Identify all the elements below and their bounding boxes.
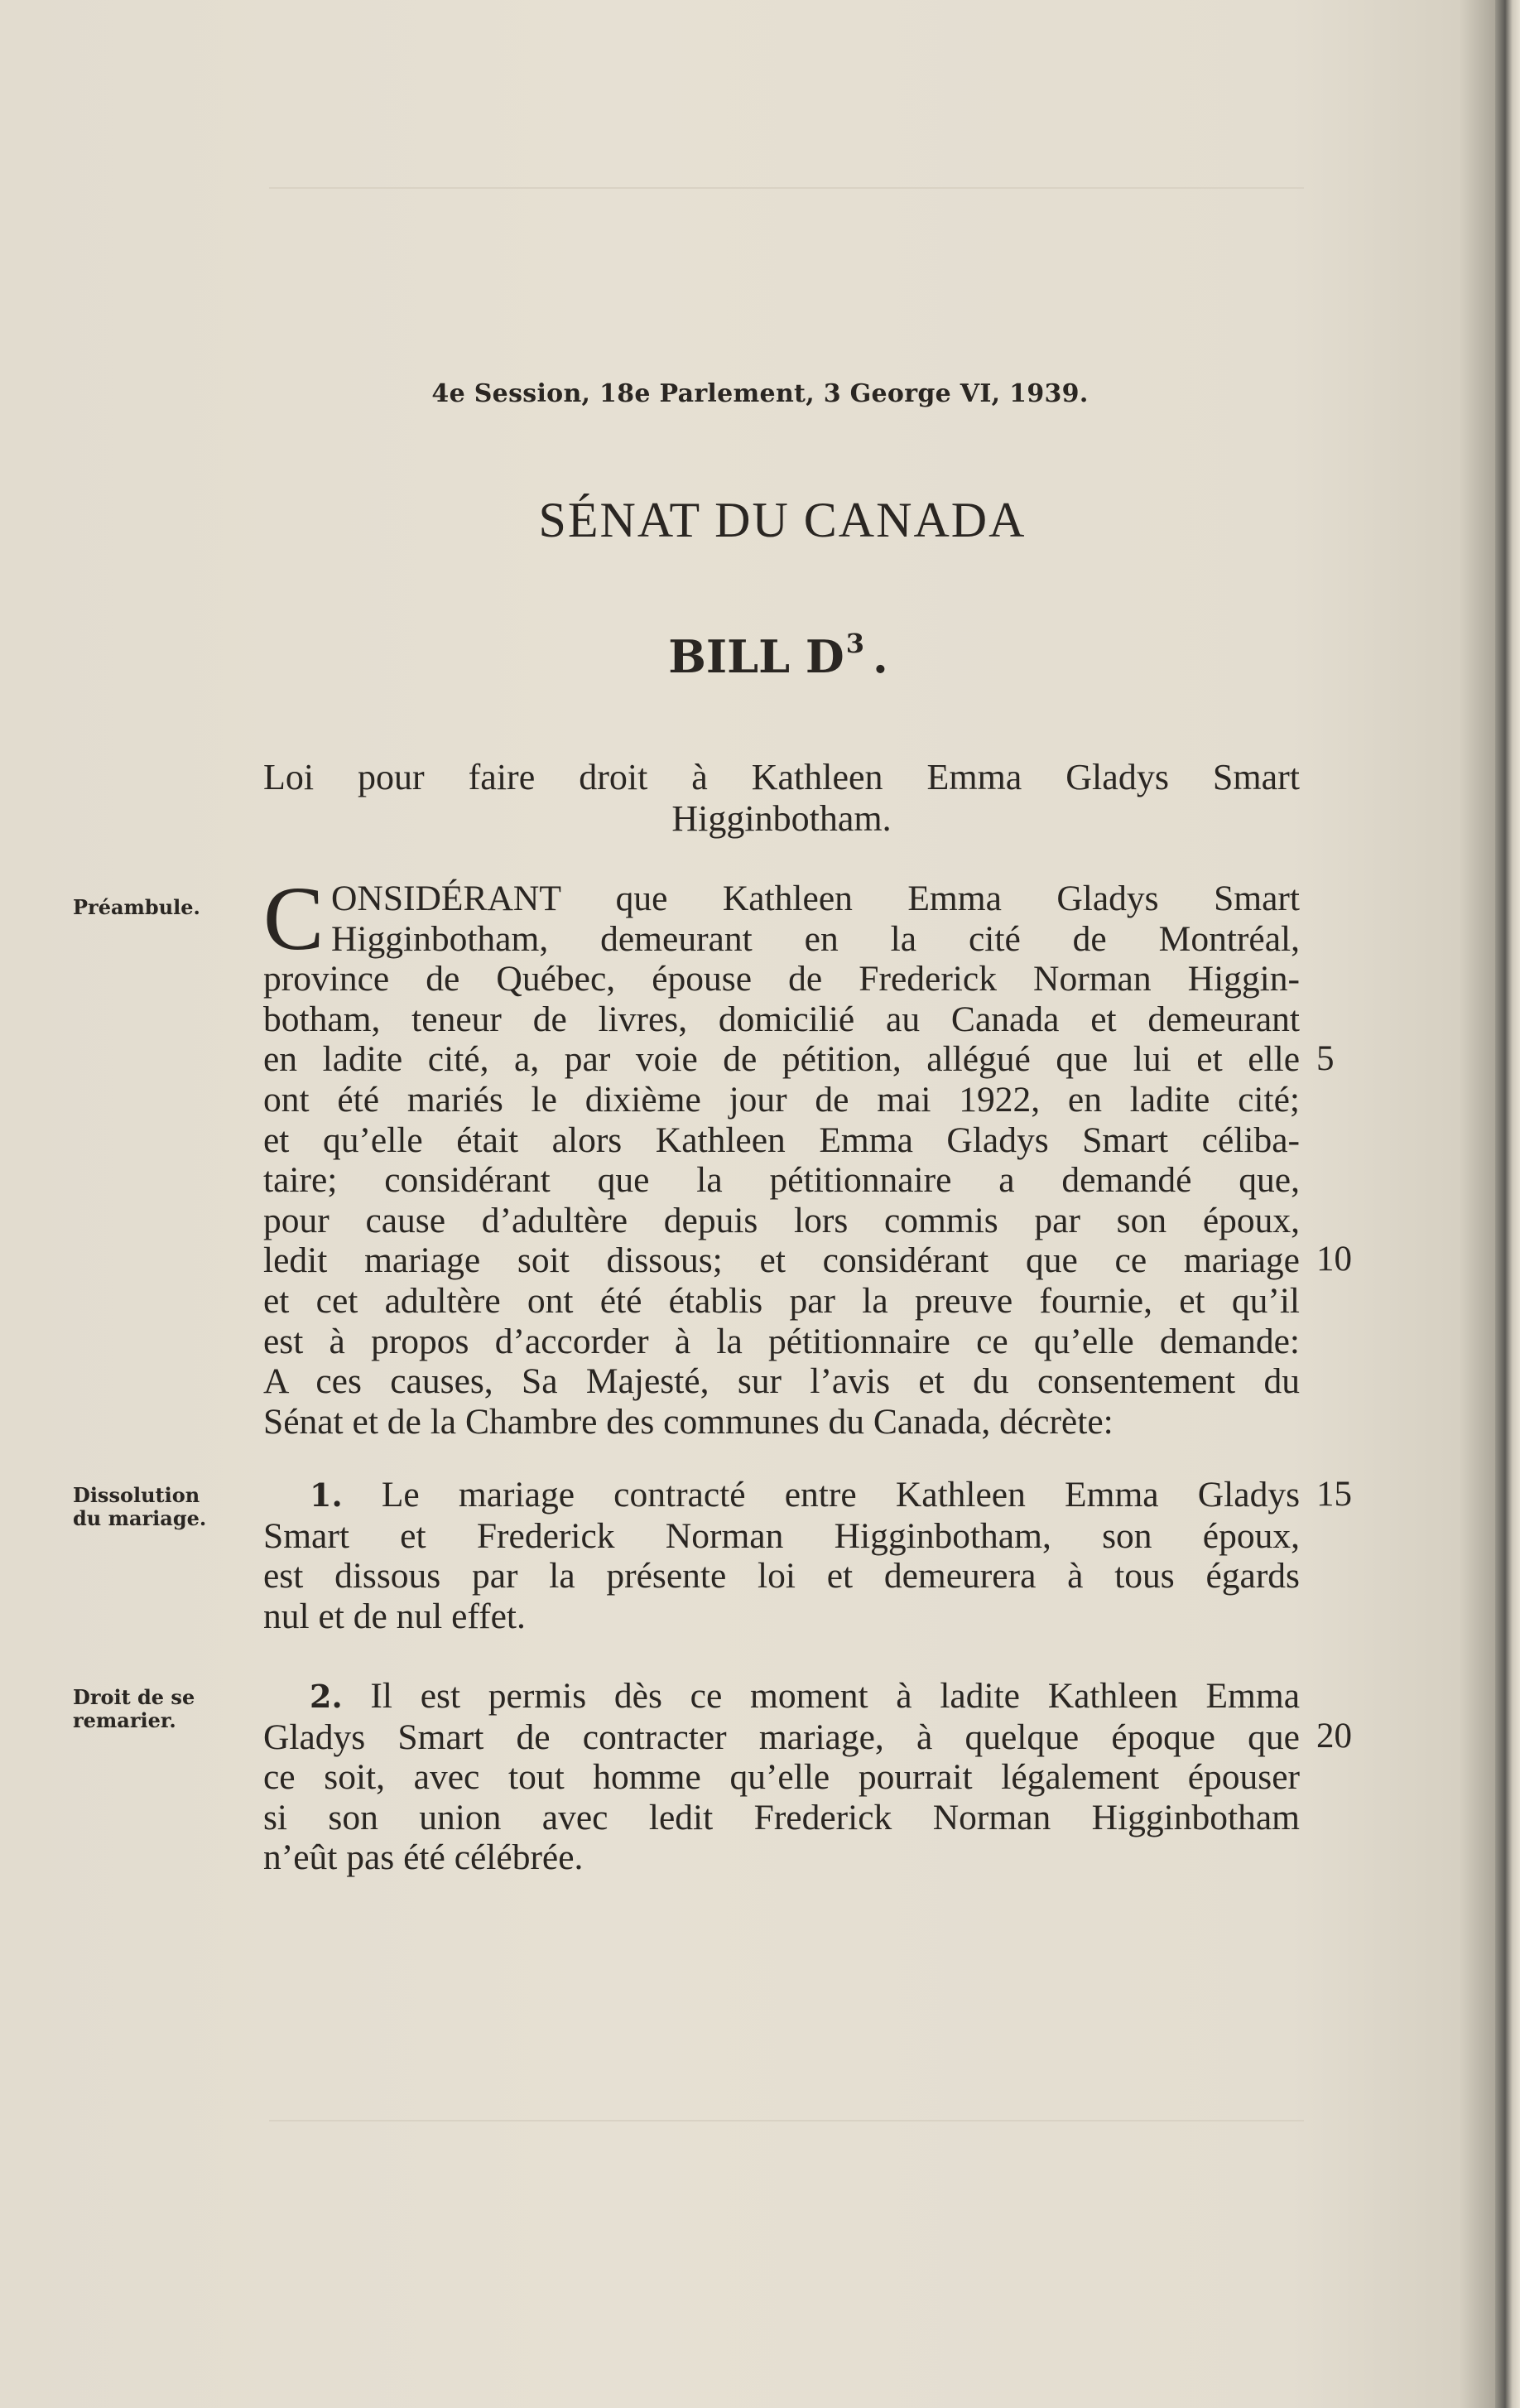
section-number: 1. xyxy=(310,1476,343,1514)
preamble-line: Higginbotham, demeurant en la cité de Montréal, xyxy=(331,918,1300,959)
bleed-through-rule-bottom xyxy=(269,2120,1304,2121)
line-number: 20 xyxy=(1316,1717,1352,1755)
margin-note-dissolution xyxy=(73,1484,247,1530)
bill-label: BILL D xyxy=(668,630,844,683)
section-line-text: Il est permis dès ce moment à ladite Kathleen Emma xyxy=(370,1676,1300,1716)
section-line xyxy=(263,1676,1300,1717)
margin-note-remarriage xyxy=(73,1686,247,1732)
line-number: 5 xyxy=(1316,1039,1335,1078)
section-2-text xyxy=(263,1676,1300,1878)
long-title-line-1: Loi pour faire droit à Kathleen Emma Gladys Smart xyxy=(263,757,1300,797)
session-header: 4e Session, 18e Parlement, 3 George VI, 1939. xyxy=(431,379,1089,408)
section-line: est dissous par la présente loi et demeurera à tous égards xyxy=(263,1556,1300,1597)
preamble-line: pour cause d’adultère depuis lors commis par son époux, xyxy=(263,1200,1300,1240)
section-line-text: Le mariage contracté entre Kathleen Emma Gladys xyxy=(381,1475,1301,1515)
page-binding-edge xyxy=(1495,0,1520,2408)
preamble-line: taire; considérant que la pétitionnaire a demandé que, xyxy=(263,1160,1300,1201)
line-number: 10 xyxy=(1316,1240,1352,1279)
preamble-line: en ladite cité, a, par voie de pétition, allégué que lui et elle xyxy=(263,1039,1300,1080)
section-line xyxy=(263,1475,1300,1516)
margin-note-line: du mariage. xyxy=(73,1506,207,1530)
bill-title xyxy=(0,628,1520,683)
preamble-line: et qu’elle était alors Kathleen Emma Gladys Smart céliba- xyxy=(263,1120,1300,1160)
preamble-line: ONSIDÉRANT que Kathleen Emma Gladys Smart xyxy=(331,879,1300,918)
margin-note-line: Droit de se xyxy=(73,1685,195,1709)
section-line: nul et de nul effet. xyxy=(263,1596,526,1636)
preamble-line: A ces causes, Sa Majesté, sur l’avis et du consentement du xyxy=(263,1361,1300,1402)
section-1-text xyxy=(263,1475,1300,1636)
margin-note-preamble: Préambule. xyxy=(73,895,200,919)
chamber-title: SÉNAT DU CANADA xyxy=(538,493,1027,547)
section-line: n’eût pas été célébrée. xyxy=(263,1837,584,1878)
long-title xyxy=(263,757,1300,840)
preamble-text xyxy=(263,879,1300,1442)
bill-superscript: 3 xyxy=(845,628,864,659)
margin-note-line: Dissolution xyxy=(73,1483,200,1507)
bill-dot: . xyxy=(872,630,888,683)
preamble-line: ledit mariage soit dissous; et considérant que ce mariage xyxy=(263,1240,1300,1281)
section-line: Smart et Frederick Norman Higginbotham, son époux, xyxy=(263,1515,1300,1556)
line-number: 15 xyxy=(1316,1475,1352,1514)
bleed-through-rule-top xyxy=(269,187,1304,189)
preamble-line: province de Québec, épouse de Frederick Norman Higgin- xyxy=(263,959,1300,999)
section-line: si son union avec ledit Frederick Norman Higginbotham xyxy=(263,1797,1300,1837)
drop-cap: C xyxy=(263,868,325,969)
section-number: 2. xyxy=(310,1678,343,1715)
long-title-line-2: Higginbotham. xyxy=(671,798,892,839)
preamble-line: est à propos d’accorder à la pétitionnaire ce qu’elle demande: xyxy=(263,1321,1300,1361)
preamble-line: Sénat et de la Chambre des communes du Canada, décrète: xyxy=(263,1401,1114,1442)
margin-note-line: remarier. xyxy=(73,1708,176,1732)
section-line: ce soit, avec tout homme qu’elle pourrait légalement épouser xyxy=(263,1757,1300,1798)
section-line: Gladys Smart de contracter mariage, à quelque époque que xyxy=(263,1717,1300,1757)
preamble-line: ont été mariés le dixième jour de mai 1922, en ladite cité; xyxy=(263,1079,1300,1120)
preamble-line: et cet adultère ont été établis par la preuve fournie, et qu’il xyxy=(263,1280,1300,1321)
preamble-line: botham, teneur de livres, domicilié au Canada et demeurant xyxy=(263,999,1300,1039)
